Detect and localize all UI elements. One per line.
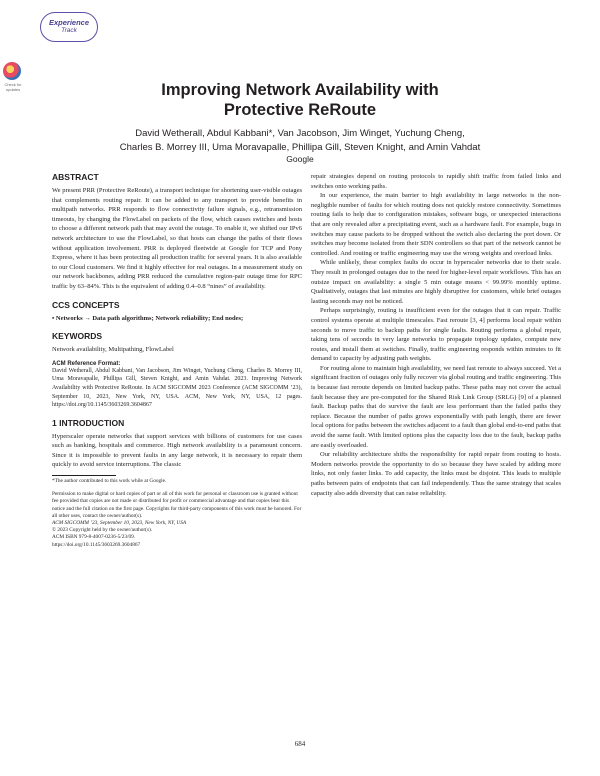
page-number: 684 [294, 740, 306, 748]
abstract-text: We present PRR (Protective ReRoute), a transport technique for shortening user-visible outages that complements routing repair. It can be added to any transport to provide benefits in multipath networks. PRR responds to flow connectivity failure signals, e.g., retransmission timeouts, by changing the FlowLabel on packets of the flow, which causes switches and hosts to choose a different network path that may avoid the outage. To enable it, we shifted our IPv6 network architecture to use the FlowLabel, so that hosts can change the paths of their flows without application involvement. PRR is deployed fleetwide at Google for TCP and Pony Express, where it has been protecting all production traffic for several years. It is also available to our Cloud customers. We find it highly effective for real outages. In a measurement study on our network backbones, adding PRR reduced the cumulative region-pair outage time for RPC traffic by 63–84%. This is the equivalent of adding 0.4–0.8 “nines” of availability. [52, 187, 302, 290]
permission-notice: Permission to make digital or hard copies of part or all of this work for personal or classroom use is granted without fee provided that copies are not made or distributed for profit or commercial advantage and that copies bear this notice and the full citation on the first page. Copyrights for third-party components of this work must be honored. For all other uses, contact the owner/author(s). [52, 491, 302, 519]
right-paragraph-2: In our experience, the main barrier to high availability in large networks is the non-negligible number of faults for which routing does not quickly restore connectivity. Sometimes routing fails to help due to configuration mistakes, software bugs, or unexpected interactions that are only revealed after a precipitating event, such as a hardware fault. For example, bugs in switches may cause packets to be dropped without the switch also declaring the port down. Or switches may become isolated from their SDN controllers so that part of the network cannot be controlled. And routing or traffic engineering may use the wrong weights and overload links. [311, 192, 561, 257]
acm-reference-text: David Wetherall, Abdul Kabbani, Van Jacobson, Jim Winget, Yuchung Cheng, Charles B. Morrey III, Uma Moravapalle, Phillipa Gill, Steven Knight, and Amin Vahdat. 2023. Improving Network Availability with Protective ReRoute. In ACM SIGCOMM 2023 Conference (ACM SIGCOMM ’23), September 10, 2023, New York, NY, USA. ACM, New York, NY, USA, 12 pages. https://doi.org/10.1145/3603269.3604867 [52, 367, 302, 409]
ccs-heading: CCS CONCEPTS [52, 299, 120, 310]
experience-track-badge [40, 12, 98, 42]
copyright-line: © 2023 Copyright held by the owner/author(s). [52, 527, 153, 534]
title-line-2: Protective ReRoute [223, 101, 377, 119]
isbn-line: ACM ISBN 979-8-4007-0236-5/23/09. [52, 534, 136, 541]
acm-reference-heading: ACM Reference Format: [52, 360, 121, 367]
affiliation: Google [286, 154, 314, 164]
check-for-updates-link[interactable] [1, 62, 25, 98]
author-footnote: *The author contributed to this work while at Google. [52, 478, 167, 485]
right-paragraph-1: repair strategies depend on routing protocols to rapidly shift traffic from failed links and switches onto working paths. [311, 173, 561, 190]
keywords-text: Network availability, Multipathing, FlowLabel [52, 346, 174, 354]
ccs-text: • Networks → Data path algorithms; Network reliability; End nodes; [52, 314, 244, 322]
author-list [50, 127, 550, 154]
introduction-heading: 1 INTRODUCTION [52, 417, 125, 428]
right-paragraph-5: For routing alone to maintain high availability, we need fast reroute to always succeed. Yet a significant fraction of outages only fully recover via global routing and traffic engineering. This is because fast reroute depends on limited backup paths. These paths may not cover the actual fault because they are pre-computed for the Shared Risk Link Group (SRLG) [9] of a planned fault. Backup paths that do survive the fault are less performant than the failed paths they replace. Because the number of paths grows exponentially with path length, there are fewer local options for paths between the switches adjacent to a fault than global end-to-end paths that avoid the same fault. With limited options plus the capacity loss due to the fault, backup paths are easily overloaded. [311, 364, 561, 449]
right-paragraph-3: While unlikely, these complex faults do occur in hyperscaler networks due to their scale. They result in prolonged outages due to the need for higher-level repair workflows. This has an outsize impact on availability: a single 5 min outage means < 99.99% monthly uptime. Qualitatively, outages that last minutes are highly disruptive for customers, while brief outages lasting seconds may not be noticed. [311, 259, 561, 305]
introduction-text: Hyperscaler operate networks that support services with billions of customers for use cases such as banking, hospitals and commerce. High network availability is a paramount concern. Since it is impossible to prevent faults in any large network, it is necessary to repair them quickly to avoid service interruptions. The classic [52, 432, 302, 469]
right-paragraph-4: Perhaps surprisingly, routing is insufficient even for the outages that it can repair. Traffic control systems operate at multiple timescales. Fast reroute [3, 4] performs local repair within seconds to move traffic to backup paths for single faults. Routing performs a global repair, taking tens of seconds in very large networks to propagate topology updates, compute new routes, and install them at switches. Finally, traffic engineering responds within minutes to fit demand to capacity by adjusting path weights. [311, 307, 561, 363]
crossmark-icon [3, 62, 21, 80]
authors-line-1: David Wetherall, Abdul Kabbani*, Van Jacobson, Jim Winget, Yuchung Cheng, [135, 128, 465, 139]
badge-line2: Track [61, 27, 77, 34]
doi-link[interactable]: https://doi.org/10.1145/3603269.3604867 [52, 541, 141, 548]
right-paragraph-6: Our reliability architecture shifts the responsibility for rapid repair from routing to hosts. Modern networks provide the opportunity to do so because they have scaled by adding more links, not only faster links. To add capacity, the links must be disjoint. This leads to multiple paths between pairs of endpoints that can fail independently. Thus the same strategy that scales capacity also adds diversity that can raise reliability. [311, 451, 561, 497]
left-column [52, 172, 302, 549]
check-for-updates-label: Check for updates [4, 82, 22, 92]
badge-line1: Experience [48, 18, 90, 27]
venue-line: ACM SIGCOMM ’23, September 10, 2023, New York, NY, USA [52, 520, 187, 527]
right-column [311, 172, 561, 498]
authors-line-2: Charles B. Morrey III, Uma Moravapalle, Phillipa Gill, Steven Knight, and Amin Vahdat [119, 141, 481, 153]
footnote-divider [52, 475, 116, 476]
title-line-1: Improving Network Availability with [161, 81, 439, 99]
abstract-heading: ABSTRACT [52, 172, 99, 182]
paper-title [60, 80, 540, 120]
keywords-heading: KEYWORDS [52, 331, 103, 342]
